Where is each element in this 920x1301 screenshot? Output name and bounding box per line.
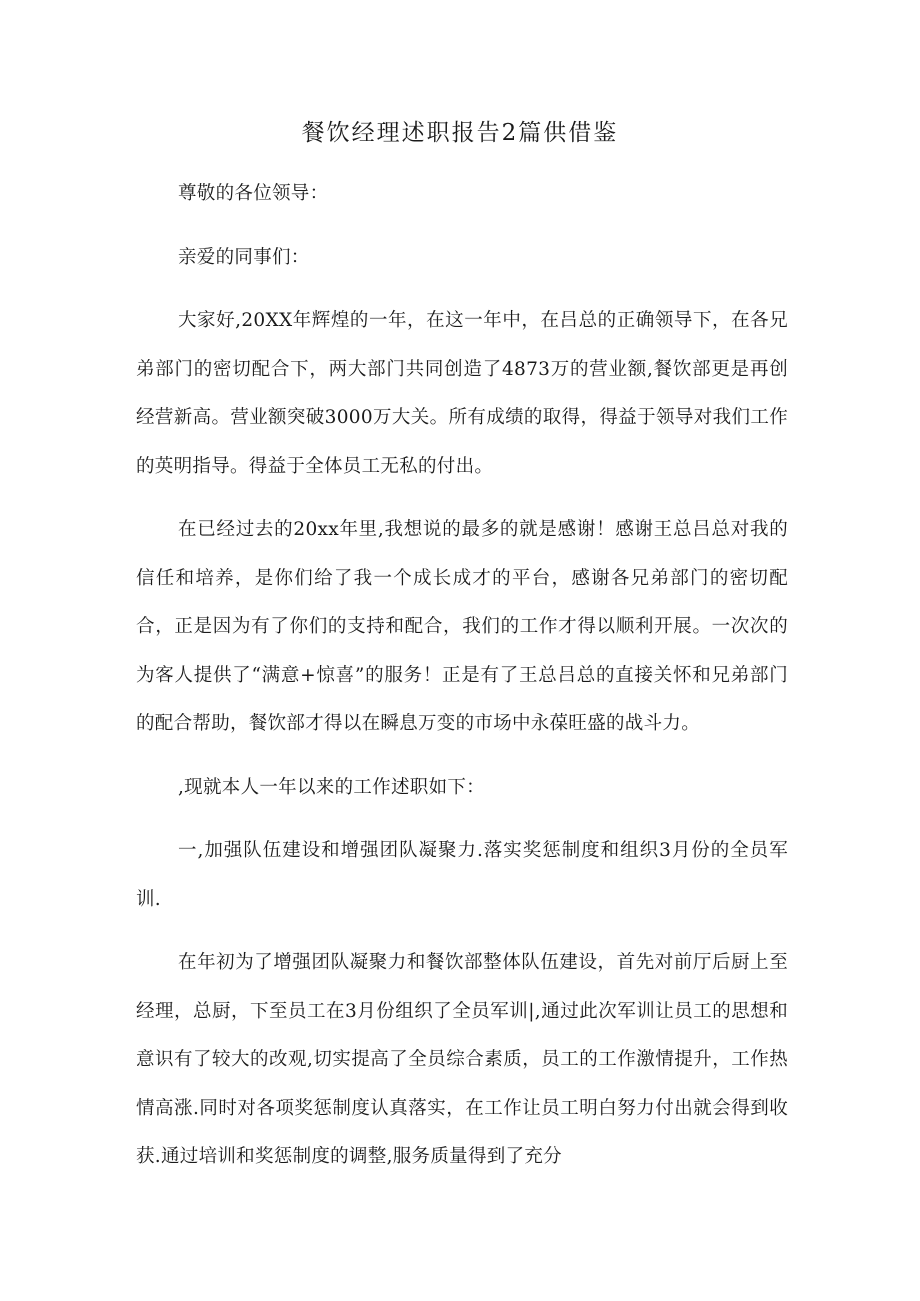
paragraph-report-intro: ,现就本人一年以来的工作述职如下：: [178, 776, 485, 798]
paragraph-opening: 大家好,20XX年辉煌的一年，在这一年中，在吕总的正确领导下，在各兄弟部门的密切配合下，两大部门共同创造了4873万的营业额,餐饮部更是再创经营新高。营业额突破3000万大关。所有成绩的取得，得益于领导对我们工作的英明指导。得益于全体员工无私的付出。: [136, 310, 788, 477]
document-body: [136, 170, 788, 1197]
paragraph-training: 在年初为了增强团队凝聚力和餐饮部整体队伍建设，首先对前厅后厨上至经理，总厨，下至员工在3月份组织了全员军训|,通过此次军训让员工的思想和意识有了较大的改观,切实提高了全员综合素质，员工的工作激情提升，工作热情高涨.同时对各项奖惩制度认真落实，在工作让员工明白努力付出就会得到收获.通过培训和奖惩制度的调整,服务质量得到了充分: [136, 952, 788, 1167]
salutation-colleagues: 亲爱的同事们：: [178, 246, 310, 268]
section-heading-1: 一,加强队伍建设和增强团队凝聚力.落实奖惩制度和组织3月份的全员军训.: [136, 840, 788, 910]
salutation-leaders: 尊敬的各位领导：: [178, 183, 329, 204]
paragraph-thanks: 在已经过去的20xx年里,我想说的最多的就是感谢！感谢王总吕总对我的信任和培养，是你们给了我一个成长成才的平台，感谢各兄弟部门的密切配合，正是因为有了你们的支持和配合，我们的工作才得以顺利开展。一次次的为客人提供了“满意+惊喜”的服务！正是有了王总吕总的直接关怀和兄弟部门的配合帮助，餐饮部才得以在瞬息万变的市场中永葆旺盛的战斗力。: [136, 519, 788, 734]
document-title: 餐饮经理述职报告2篇供借鉴: [301, 120, 619, 146]
